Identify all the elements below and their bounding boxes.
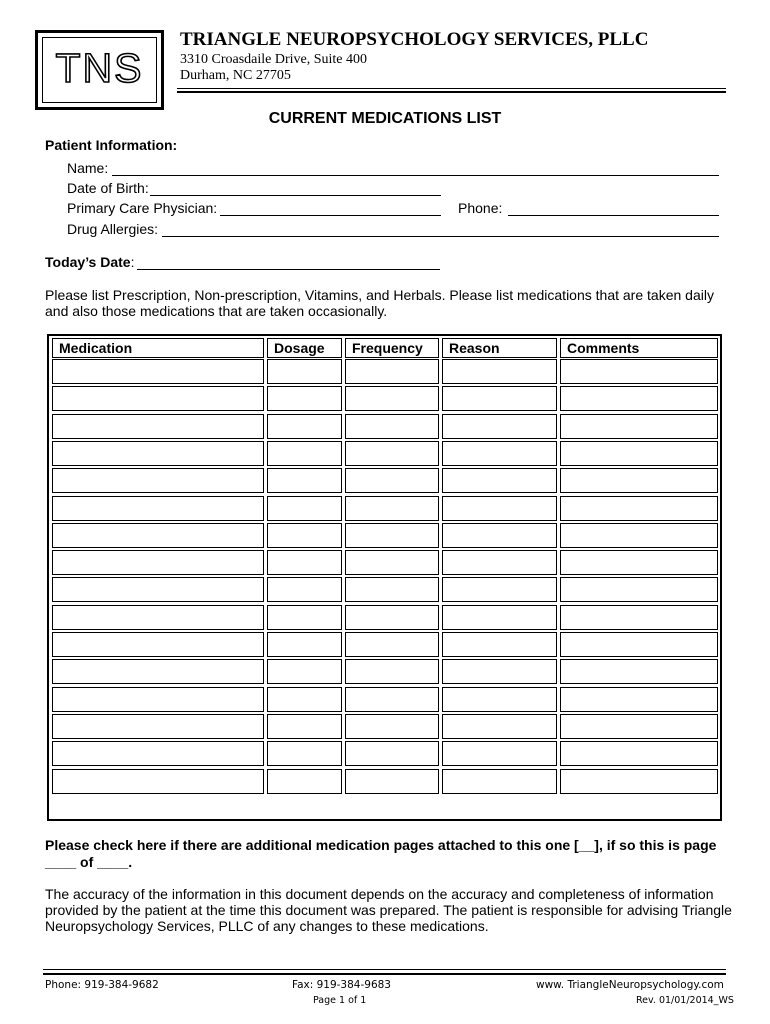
table-cell-reason[interactable] <box>442 441 557 466</box>
logo-text: TNS <box>55 45 144 91</box>
table-cell-dosage[interactable] <box>267 496 342 521</box>
header-divider <box>177 88 726 89</box>
table-cell-comments[interactable] <box>560 414 718 439</box>
table-cell-reason[interactable] <box>442 632 557 657</box>
table-cell-reason[interactable] <box>442 414 557 439</box>
allergies-label: Drug Allergies: <box>67 221 159 237</box>
table-cell-dosage[interactable] <box>267 741 342 766</box>
table-cell-comments[interactable] <box>560 523 718 548</box>
table-cell-comments[interactable] <box>560 632 718 657</box>
column-header-dosage <box>267 338 342 358</box>
table-cell-medication[interactable] <box>52 468 264 493</box>
company-logo <box>35 30 164 110</box>
table-cell-medication[interactable] <box>52 632 264 657</box>
table-cell-reason[interactable] <box>442 577 557 602</box>
table-cell-reason[interactable] <box>442 386 557 411</box>
table-cell-comments[interactable] <box>560 741 718 766</box>
table-cell-medication[interactable] <box>52 769 264 794</box>
table-cell-medication[interactable] <box>52 659 264 684</box>
table-cell-dosage[interactable] <box>267 769 342 794</box>
table-cell-dosage[interactable] <box>267 523 342 548</box>
table-cell-reason[interactable] <box>442 550 557 575</box>
table-cell-frequency[interactable] <box>345 577 439 602</box>
header-divider-thick <box>177 91 726 93</box>
table-cell-reason[interactable] <box>442 659 557 684</box>
table-cell-reason[interactable] <box>442 468 557 493</box>
table-cell-comments[interactable] <box>560 714 718 739</box>
table-cell-frequency[interactable] <box>345 414 439 439</box>
table-cell-reason[interactable] <box>442 496 557 521</box>
column-header-label: Dosage <box>274 340 325 356</box>
table-cell-frequency[interactable] <box>345 632 439 657</box>
todays-date-field[interactable] <box>137 269 440 270</box>
table-cell-reason[interactable] <box>442 359 557 384</box>
table-cell-frequency[interactable] <box>345 687 439 712</box>
table-cell-frequency[interactable] <box>345 769 439 794</box>
medications-table <box>47 334 722 821</box>
table-cell-comments[interactable] <box>560 386 718 411</box>
table-cell-comments[interactable] <box>560 605 718 630</box>
table-cell-frequency[interactable] <box>345 605 439 630</box>
table-cell-frequency[interactable] <box>345 386 439 411</box>
table-cell-dosage[interactable] <box>267 386 342 411</box>
table-cell-frequency[interactable] <box>345 659 439 684</box>
table-cell-comments[interactable] <box>560 468 718 493</box>
table-cell-medication[interactable] <box>52 687 264 712</box>
table-cell-frequency[interactable] <box>345 496 439 521</box>
address-line-2: Durham, NC 27705 <box>180 68 291 83</box>
company-name: TRIANGLE NEUROPSYCHOLOGY SERVICES, PLLC <box>180 29 649 50</box>
page-title: CURRENT MEDICATIONS LIST <box>268 110 502 127</box>
patient-info-heading: Patient Information: <box>45 137 178 153</box>
table-cell-frequency[interactable] <box>345 741 439 766</box>
table-cell-frequency[interactable] <box>345 441 439 466</box>
table-cell-dosage[interactable] <box>267 550 342 575</box>
todays-date-label: Today’s Date <box>45 254 131 270</box>
column-header-frequency <box>345 338 439 358</box>
table-cell-reason[interactable] <box>442 769 557 794</box>
accuracy-statement: The accuracy of the information in this document depends on the accuracy and completeness of information provided by the patient at the time this document was prepared. The patient is responsible for advising Triangle Neuropsychology Services, PLLC of any changes to these medications. <box>45 886 732 934</box>
address-line-1: 3310 Croasdaile Drive, Suite 400 <box>180 52 368 67</box>
footer-page-number: Page 1 of 1 <box>313 995 367 1006</box>
dob-label: Date of Birth: <box>67 180 149 196</box>
table-cell-medication[interactable] <box>52 359 264 384</box>
allergies-field[interactable] <box>162 236 719 237</box>
table-cell-medication[interactable] <box>52 386 264 411</box>
column-header-label: Medication <box>59 340 133 356</box>
todays-date-label-group <box>45 254 134 270</box>
table-cell-reason[interactable] <box>442 687 557 712</box>
column-header-label: Comments <box>567 340 640 356</box>
name-label: Name: <box>67 160 109 176</box>
name-field[interactable] <box>112 175 719 176</box>
table-cell-dosage[interactable] <box>267 605 342 630</box>
table-cell-medication[interactable] <box>52 605 264 630</box>
table-cell-medication[interactable] <box>52 523 264 548</box>
phone-label: Phone: <box>458 200 503 216</box>
footer-fax: Fax: 919-384-9683 <box>292 979 391 991</box>
phone-field[interactable] <box>508 215 719 216</box>
table-cell-medication[interactable] <box>52 441 264 466</box>
table-cell-dosage[interactable] <box>267 714 342 739</box>
table-cell-comments[interactable] <box>560 659 718 684</box>
table-cell-reason[interactable] <box>442 714 557 739</box>
table-cell-comments[interactable] <box>560 687 718 712</box>
table-cell-comments[interactable] <box>560 359 718 384</box>
table-cell-comments[interactable] <box>560 769 718 794</box>
column-header-label: Frequency <box>352 340 423 356</box>
table-cell-frequency[interactable] <box>345 523 439 548</box>
table-cell-reason[interactable] <box>442 605 557 630</box>
additional-pages-note: Please check here if there are additional medication pages attached to this one [__], if so this is page ____ of ____. <box>45 837 717 870</box>
table-cell-medication[interactable] <box>52 714 264 739</box>
instructions-text: Please list Prescription, Non-prescription, Vitamins, and Herbals. Please list medications that are taken daily and also those medications that are taken occasionally. <box>45 287 714 319</box>
table-cell-frequency[interactable] <box>345 468 439 493</box>
column-header-comments <box>560 338 718 358</box>
table-cell-frequency[interactable] <box>345 714 439 739</box>
table-cell-frequency[interactable] <box>345 359 439 384</box>
footer-website: www. TriangleNeuropsychology.com <box>536 979 724 991</box>
column-header-label: Reason <box>449 340 500 356</box>
table-cell-frequency[interactable] <box>345 550 439 575</box>
pcp-field[interactable] <box>220 215 441 216</box>
table-cell-dosage[interactable] <box>267 359 342 384</box>
column-header-reason <box>442 338 557 358</box>
footer-revision: Rev. 01/01/2014_WS <box>636 995 734 1006</box>
table-cell-dosage[interactable] <box>267 632 342 657</box>
column-header-medication <box>52 338 264 358</box>
table-cell-comments[interactable] <box>560 577 718 602</box>
table-cell-dosage[interactable] <box>267 577 342 602</box>
dob-field[interactable] <box>150 195 441 196</box>
table-cell-dosage[interactable] <box>267 441 342 466</box>
table-cell-dosage[interactable] <box>267 468 342 493</box>
table-cell-dosage[interactable] <box>267 659 342 684</box>
table-cell-medication[interactable] <box>52 577 264 602</box>
table-cell-reason[interactable] <box>442 523 557 548</box>
footer-divider <box>43 969 726 970</box>
table-cell-dosage[interactable] <box>267 687 342 712</box>
table-cell-medication[interactable] <box>52 741 264 766</box>
table-cell-dosage[interactable] <box>267 414 342 439</box>
footer-phone: Phone: 919-384-9682 <box>45 979 159 991</box>
table-cell-comments[interactable] <box>560 496 718 521</box>
pcp-label: Primary Care Physician: <box>67 200 218 216</box>
table-cell-comments[interactable] <box>560 550 718 575</box>
table-cell-comments[interactable] <box>560 441 718 466</box>
footer-divider-thick <box>43 973 726 975</box>
table-cell-reason[interactable] <box>442 741 557 766</box>
table-cell-medication[interactable] <box>52 496 264 521</box>
table-cell-medication[interactable] <box>52 414 264 439</box>
todays-date-colon: : <box>130 254 135 270</box>
table-cell-medication[interactable] <box>52 550 264 575</box>
